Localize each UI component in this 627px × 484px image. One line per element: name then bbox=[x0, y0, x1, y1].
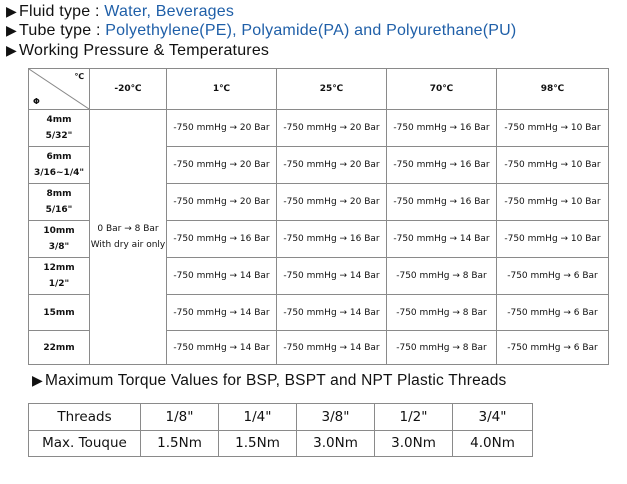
tube-size-inch: 5/32" bbox=[45, 131, 73, 141]
torque-table bbox=[28, 403, 533, 457]
pressure-cell: -750 mmHg → 20 Bar bbox=[277, 147, 387, 184]
tube-size-inch: 5/16" bbox=[45, 205, 73, 215]
corner-header-cell bbox=[29, 69, 90, 110]
pressure-cell: -750 mmHg → 16 Bar bbox=[387, 110, 497, 147]
triangle-right-icon: ▶ bbox=[6, 22, 17, 38]
torque-value-cell: 4.0Nm bbox=[453, 430, 533, 457]
tube-size-cell bbox=[29, 258, 90, 295]
temperature-unit-label: ℃ bbox=[74, 72, 84, 81]
tube-size-metric: 10mm bbox=[43, 226, 75, 236]
tube-size-metric: 15mm bbox=[43, 307, 75, 318]
pressure-heading-line bbox=[6, 40, 269, 60]
torque-row bbox=[29, 430, 533, 457]
cold-temperature-cell bbox=[90, 110, 167, 365]
pressure-cell: -750 mmHg → 16 Bar bbox=[387, 147, 497, 184]
table-row bbox=[29, 110, 609, 147]
thread-size-cell: 1/2" bbox=[375, 404, 453, 431]
torque-value-cell: 1.5Nm bbox=[141, 430, 219, 457]
thread-size-cell: 3/8" bbox=[297, 404, 375, 431]
pressure-cell: -750 mmHg → 16 Bar bbox=[167, 221, 277, 258]
thread-size-cell: 1/8" bbox=[141, 404, 219, 431]
cold-pressure-range: 0 Bar → 8 Bar bbox=[97, 224, 159, 234]
temperature-header: 98℃ bbox=[497, 69, 609, 110]
fluid-type-line bbox=[6, 1, 234, 21]
table-header-row bbox=[29, 69, 609, 110]
torque-value-cell: 1.5Nm bbox=[219, 430, 297, 457]
triangle-right-icon: ▶ bbox=[6, 3, 17, 19]
pressure-cell: -750 mmHg → 16 Bar bbox=[387, 184, 497, 221]
fluid-type-value: Water, Beverages bbox=[104, 3, 235, 20]
torque-heading: Maximum Torque Values for BSP, BSPT and NPT Plastic Threads bbox=[44, 372, 507, 389]
pressure-cell: -750 mmHg → 10 Bar bbox=[497, 184, 609, 221]
tube-size-cell bbox=[29, 331, 90, 365]
torque-value-cell: 3.0Nm bbox=[375, 430, 453, 457]
temperature-header: -20℃ bbox=[90, 69, 167, 110]
tube-size-inch: 3/8" bbox=[48, 242, 70, 252]
pressure-cell: -750 mmHg → 10 Bar bbox=[497, 221, 609, 258]
tube-type-label: Tube type : bbox=[18, 22, 106, 39]
pressure-cell: -750 mmHg → 6 Bar bbox=[497, 331, 609, 365]
pressure-cell: -750 mmHg → 6 Bar bbox=[497, 295, 609, 331]
threads-label: Threads bbox=[29, 404, 141, 431]
torque-label: Max. Touque bbox=[29, 430, 141, 457]
tube-size-cell bbox=[29, 147, 90, 184]
pressure-cell: -750 mmHg → 6 Bar bbox=[497, 258, 609, 295]
fluid-type-label: Fluid type : bbox=[18, 3, 105, 20]
thread-size-cell: 3/4" bbox=[453, 404, 533, 431]
tube-size-metric: 6mm bbox=[46, 152, 72, 162]
pressure-cell: -750 mmHg → 20 Bar bbox=[167, 184, 277, 221]
pressure-cell: -750 mmHg → 14 Bar bbox=[277, 295, 387, 331]
temperature-header: 25℃ bbox=[277, 69, 387, 110]
thread-size-cell: 1/4" bbox=[219, 404, 297, 431]
pressure-cell: -750 mmHg → 14 Bar bbox=[167, 331, 277, 365]
pressure-cell: -750 mmHg → 8 Bar bbox=[387, 331, 497, 365]
pressure-cell: -750 mmHg → 14 Bar bbox=[277, 331, 387, 365]
pressure-cell: -750 mmHg → 14 Bar bbox=[277, 258, 387, 295]
torque-value-cell: 3.0Nm bbox=[297, 430, 375, 457]
cold-pressure-note: With dry air only bbox=[90, 240, 166, 250]
pressure-cell: -750 mmHg → 8 Bar bbox=[387, 295, 497, 331]
pressure-cell: -750 mmHg → 10 Bar bbox=[497, 147, 609, 184]
tube-size-inch: 1/2" bbox=[48, 279, 70, 289]
diameter-symbol-label: Φ bbox=[33, 97, 40, 106]
pressure-cell: -750 mmHg → 8 Bar bbox=[387, 258, 497, 295]
tube-size-cell bbox=[29, 184, 90, 221]
tube-size-metric: 8mm bbox=[46, 189, 72, 199]
temperature-header: 70℃ bbox=[387, 69, 497, 110]
triangle-right-icon: ▶ bbox=[6, 42, 17, 58]
threads-row bbox=[29, 404, 533, 431]
pressure-cell: -750 mmHg → 14 Bar bbox=[387, 221, 497, 258]
tube-size-metric: 22mm bbox=[43, 342, 75, 353]
pressure-cell: -750 mmHg → 20 Bar bbox=[167, 110, 277, 147]
pressure-cell: -750 mmHg → 20 Bar bbox=[167, 147, 277, 184]
tube-size-cell bbox=[29, 110, 90, 147]
tube-size-cell bbox=[29, 221, 90, 258]
torque-heading-line bbox=[32, 370, 506, 390]
tube-size-inch: 3/16~1/4" bbox=[33, 168, 85, 178]
pressure-cell: -750 mmHg → 14 Bar bbox=[167, 295, 277, 331]
pressure-cell: -750 mmHg → 10 Bar bbox=[497, 110, 609, 147]
pressure-heading: Working Pressure & Temperatures bbox=[18, 42, 270, 59]
tube-type-line bbox=[6, 20, 516, 40]
tube-type-value: Polyethylene(PE), Polyamide(PA) and Polyurethane(PU) bbox=[105, 22, 517, 39]
tube-size-cell bbox=[29, 295, 90, 331]
pressure-cell: -750 mmHg → 20 Bar bbox=[277, 110, 387, 147]
tube-size-metric: 12mm bbox=[43, 263, 75, 273]
pressure-temperature-table bbox=[28, 68, 609, 365]
pressure-cell: -750 mmHg → 20 Bar bbox=[277, 184, 387, 221]
triangle-right-icon: ▶ bbox=[32, 372, 43, 388]
pressure-cell: -750 mmHg → 16 Bar bbox=[277, 221, 387, 258]
temperature-header: 1℃ bbox=[167, 69, 277, 110]
tube-size-metric: 4mm bbox=[46, 115, 72, 125]
pressure-cell: -750 mmHg → 14 Bar bbox=[167, 258, 277, 295]
